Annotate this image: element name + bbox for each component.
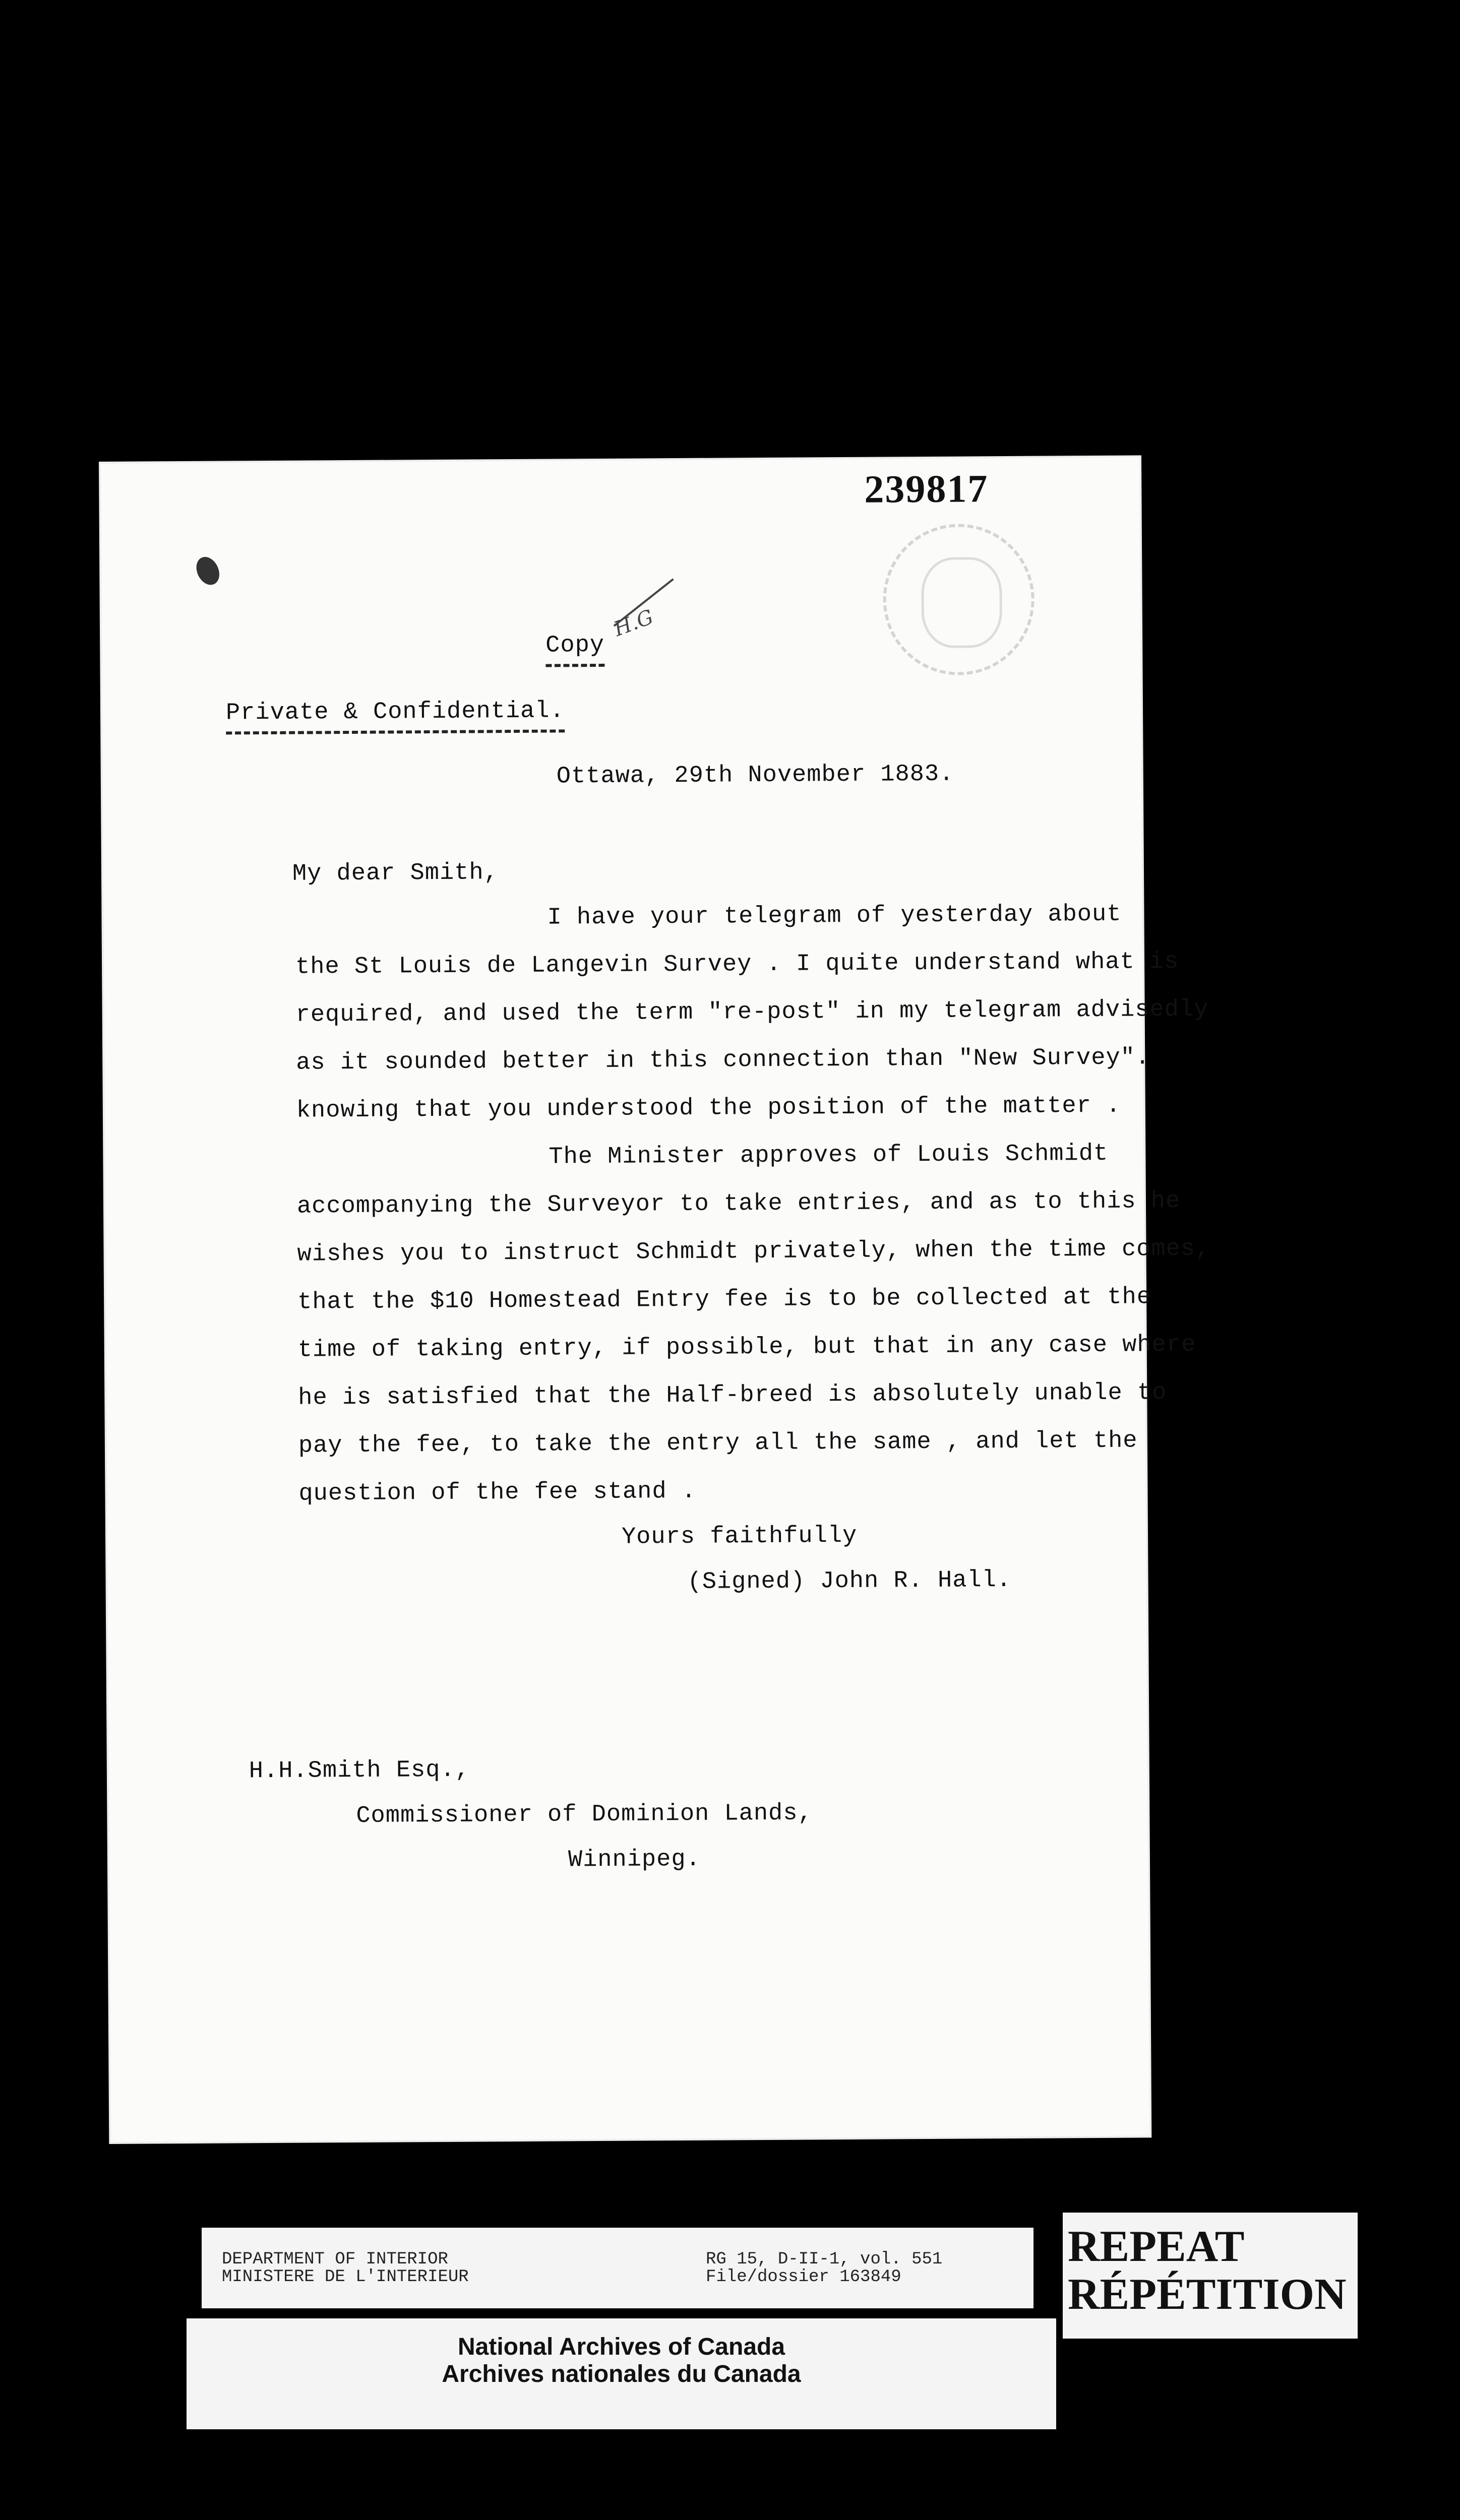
body-line: question of the fee stand . <box>298 1478 697 1507</box>
body-line: he is satisfied that the Half-breed is absolutely unable to <box>298 1379 1167 1412</box>
body-line: time of taking entry, if possible, but that in any case where <box>297 1331 1196 1364</box>
body-line: knowing that you understood the position of the matter . <box>296 1092 1121 1124</box>
repeat-fr: RÉPÉTITION <box>1068 2270 1347 2319</box>
body-line: that the $10 Homestead Entry fee is to be collected at the <box>297 1284 1152 1316</box>
repeat-label <box>1063 2213 1358 2339</box>
classification: Private & Confidential. <box>226 698 565 734</box>
archives-name-fr: Archives nationales du Canada <box>442 2361 801 2387</box>
body-line: The Minister approves of Louis Schmidt <box>549 1140 1109 1171</box>
body-line: I have your telegram of yesterday about <box>547 901 1122 931</box>
file-dossier-ref: File/dossier 163849 <box>706 2267 901 2287</box>
department-fr: MINISTERE DE L'INTERIEUR <box>222 2267 469 2287</box>
closing: Yours faithfully <box>621 1522 858 1551</box>
record-group-ref: RG 15, D-II-1, vol. 551 <box>706 2250 943 2269</box>
department-label <box>202 2228 1033 2308</box>
body-line: as it sounded better in this connection than "New Survey". <box>296 1044 1150 1077</box>
addressee-city: Winnipeg. <box>568 1846 701 1874</box>
dateline: Ottawa, 29th November 1883. <box>556 761 954 790</box>
body-line: the St Louis de Langevin Survey . I quite understand what is <box>295 948 1179 981</box>
addressee-title: Commissioner of Dominion Lands, <box>356 1800 813 1830</box>
body-line: accompanying the Surveyor to take entries, and as to this he <box>296 1187 1181 1220</box>
repeat-en: REPEAT <box>1068 2222 1245 2271</box>
archives-name-en: National Archives of Canada <box>457 2334 785 2360</box>
signature: (Signed) John R. Hall. <box>687 1567 1012 1596</box>
ink-blot <box>192 553 224 589</box>
copy-initials: H.G <box>611 605 657 641</box>
letter-page <box>101 457 1210 2142</box>
salutation: My dear Smith, <box>292 859 499 888</box>
archives-label <box>187 2318 1056 2429</box>
file-number: 239817 <box>864 466 989 511</box>
copy-label: Copy <box>545 632 604 667</box>
addressee-name: H.H.Smith Esq., <box>249 1756 470 1785</box>
body-line: wishes you to instruct Schmidt privately, when the time comes, <box>297 1235 1210 1268</box>
body-line: pay the fee, to take the entry all the same , and let the <box>298 1427 1138 1460</box>
department-en: DEPARTMENT OF INTERIOR <box>222 2250 448 2269</box>
received-stamp <box>883 524 1035 676</box>
body-line: required, and used the term "re-post" in my telegram advisedly <box>295 996 1209 1029</box>
